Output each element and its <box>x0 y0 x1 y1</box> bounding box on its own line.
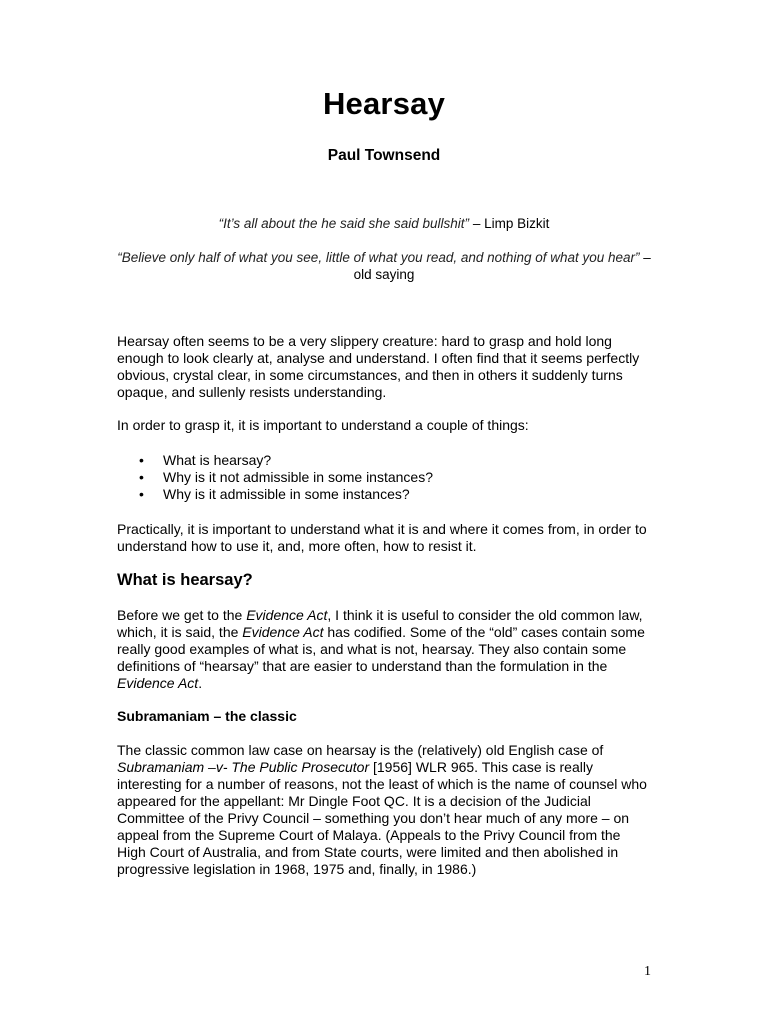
page-number: 1 <box>644 964 651 979</box>
classic-case-paragraph <box>117 742 647 878</box>
paragraph-text: Before we get to the <box>117 607 247 623</box>
paragraph-text: The classic common law case on hearsay is the (relatively) old English case of <box>117 742 604 758</box>
quote-1-text: “It’s all about the he said she said bullshit” <box>218 216 470 231</box>
bullet-icon: • <box>139 452 144 468</box>
bullet-icon: • <box>139 469 144 485</box>
question-list <box>117 452 647 503</box>
list-item <box>117 486 647 503</box>
practical-paragraph: Practically, it is important to understand what it is and where it comes from, in order to understand how to use it, and, more often, how to resist it. <box>117 521 647 554</box>
epigraph-quote-1 <box>110 215 658 232</box>
quote-1-attribution: – Limp Bizkit <box>469 216 550 231</box>
list-item-text: Why is it admissible in some instances? <box>163 486 410 502</box>
document-title: Hearsay <box>322 86 446 121</box>
evidence-act-reference: Evidence Act <box>246 607 328 623</box>
evidence-act-reference: Evidence Act <box>117 675 199 691</box>
sub-heading: Subramaniam – the classic <box>117 708 297 724</box>
list-item <box>117 469 647 486</box>
paragraph-text: [1956] WLR 965. This case is really interesting for a number of reasons, not the least of which is the name of counsel who appeared for the appellant: Mr Dingle Foot QC. It is a decision of the Judicial Committee of the Privy Council – something you don’t hear much of any more – on appeal from the Supreme Court of Malaya. (Appeals to the Privy Council from the High Court of Australia, and from State courts, were limited and then abolished in progressive legislation in 1968, 1975 and, finally, in 1986.) <box>117 759 647 877</box>
intro-paragraph: Hearsay often seems to be a very slippery creature: hard to grasp and hold long enough to look clearly at, analyse and understand. I often find that it seems perfectly obvious, crystal clear, in some circumstances, and then in others it suddenly turns opaque, and sullenly resists understanding. <box>117 333 640 400</box>
quote-2-text: “Believe only half of what you see, little of what you read, and nothing of what you hear” <box>117 250 640 265</box>
list-item-text: Why is it not admissible in some instances? <box>163 469 433 485</box>
paragraph-text: , I think it is useful to consider the old common law, which, it is said, the <box>117 607 643 640</box>
author-name: Paul Townsend <box>327 147 441 164</box>
evidence-act-paragraph <box>117 607 647 692</box>
paragraph-text: . <box>198 675 203 691</box>
quote-2-attribution: – old saying <box>353 250 651 282</box>
list-item-text: What is hearsay? <box>163 452 272 468</box>
evidence-act-reference: Evidence Act <box>242 624 324 640</box>
grasp-paragraph: In order to grasp it, it is important to understand a couple of things: <box>117 417 529 433</box>
bullet-icon: • <box>139 486 144 502</box>
list-item <box>117 452 647 469</box>
epigraph-quote-2 <box>110 249 658 283</box>
paragraph-text: has codified. Some of the “old” cases contain some really good examples of what is, and what is not, hearsay. They also contain some definitions of “hearsay” that are easier to understand than the formulation in the <box>117 624 645 674</box>
section-heading: What is hearsay? <box>117 571 253 589</box>
case-name: Subramaniam –v- The Public Prosecutor <box>117 759 370 775</box>
